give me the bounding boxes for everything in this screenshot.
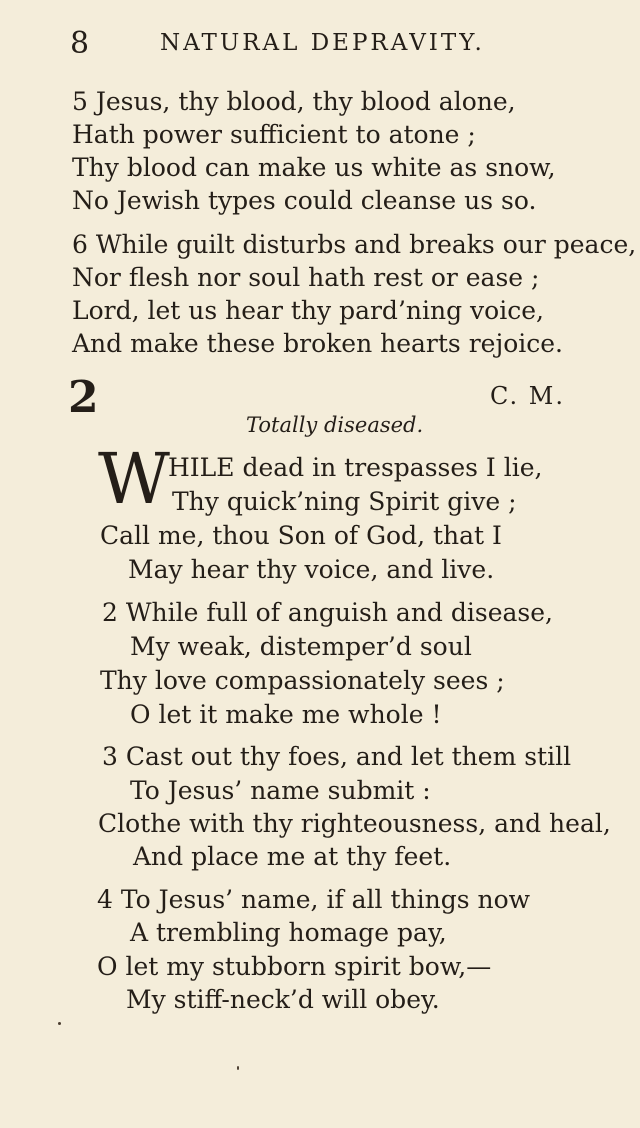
verse-line: Lord, let us hear thy pard’ning voice,	[72, 296, 544, 325]
verse-line: Hath power sufficient to atone ;	[72, 120, 476, 149]
paper-speck	[58, 1022, 61, 1025]
verse-line: And place me at thy feet.	[133, 842, 452, 871]
paper-speck	[237, 1066, 239, 1070]
verse-line: 3 Cast out thy foes, and let them still	[102, 742, 572, 771]
verse-line: And make these broken hearts rejoice.	[72, 329, 563, 358]
verse-line: 4 To Jesus’ name, if all things now	[97, 885, 531, 914]
verse-line: May hear thy voice, and live.	[128, 555, 495, 584]
verse-line: 5 Jesus, thy blood, thy blood alone,	[72, 87, 516, 116]
page-number: 8	[70, 26, 90, 61]
verse-line: Thy blood can make us white as snow,	[72, 153, 556, 182]
verse-line: Thy quick’ning Spirit give ;	[172, 487, 517, 516]
verse-line: 6 While guilt disturbs and breaks our peace,	[72, 230, 637, 259]
hymn-meter: C. M.	[490, 382, 565, 410]
verse-line: Call me, thou Son of God, that I	[100, 521, 502, 550]
verse-line: Thy love compassionately sees ;	[100, 666, 505, 695]
drop-cap: W	[98, 438, 170, 520]
verse-line: To Jesus’ name submit :	[130, 776, 431, 805]
hymn-subtitle: Totally diseased.	[246, 413, 424, 437]
verse-line: My weak, distemper’d soul	[130, 632, 472, 661]
running-title: NATURAL DEPRAVITY.	[160, 30, 485, 56]
hymn-number: 2	[68, 372, 99, 423]
verse-line: 2 While full of anguish and disease,	[102, 598, 553, 627]
verse-line: My stiff-neck’d will obey.	[126, 985, 440, 1014]
verse-line: O let my stubborn spirit bow,—	[97, 952, 492, 981]
verse-line: Nor flesh nor soul hath rest or ease ;	[72, 263, 540, 292]
verse-line: No Jewish types could cleanse us so.	[72, 186, 537, 215]
verse-line: Clothe with thy righteousness, and heal,	[98, 809, 611, 838]
verse-line: HILE dead in trespasses I lie,	[168, 453, 543, 482]
verse-line: A trembling homage pay,	[130, 918, 447, 947]
verse-line: O let it make me whole !	[130, 700, 442, 729]
